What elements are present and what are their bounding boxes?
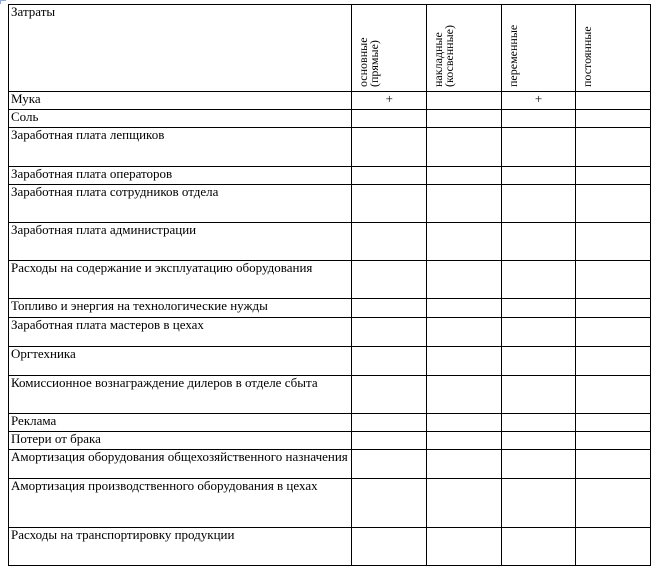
mark-fixed: [576, 167, 651, 185]
mark-overhead: [427, 128, 502, 167]
mark-overhead: [427, 376, 502, 414]
mark-overhead: [427, 167, 502, 185]
header-fixed-label: постоянные: [580, 26, 595, 87]
mark-overhead: [427, 92, 502, 110]
mark-fixed: [576, 318, 651, 347]
table-row: [9, 128, 651, 167]
header-row: [9, 5, 651, 92]
mark-fixed: [576, 528, 651, 566]
mark-variable: [501, 299, 576, 318]
mark-variable: [501, 347, 576, 376]
header-variable-label: переменные: [505, 24, 520, 87]
mark-direct: [352, 376, 427, 414]
mark-direct: [352, 261, 427, 299]
mark-direct: [352, 185, 427, 223]
mark-variable: [501, 479, 576, 528]
table-row: [9, 376, 651, 414]
mark-direct: [352, 347, 427, 376]
mark-overhead: [427, 450, 502, 479]
row-label: Комиссионное вознаграждение дилеров в отделе сбыта: [9, 376, 352, 414]
table-row: [9, 347, 651, 376]
header-overhead: [427, 5, 502, 92]
table-row: [9, 432, 651, 450]
row-label: Заработная плата мастеров в цехах: [9, 318, 352, 347]
row-label: Оргтехника: [9, 347, 352, 376]
table-row: [9, 299, 651, 318]
mark-overhead: [427, 299, 502, 318]
mark-fixed: [576, 92, 651, 110]
mark-variable: [501, 450, 576, 479]
table-row: [9, 261, 651, 299]
mark-overhead: [427, 110, 502, 128]
row-label: Расходы на содержание и эксплуатацию оборудования: [9, 261, 352, 299]
mark-direct: [352, 299, 427, 318]
header-direct: [352, 5, 427, 92]
row-label: Потери от брака: [9, 432, 352, 450]
row-label: Заработная плата операторов: [9, 167, 352, 185]
mark-direct: [352, 167, 427, 185]
row-label: Топливо и энергия на технологические нужды: [9, 299, 352, 318]
mark-variable: [501, 223, 576, 261]
mark-direct: +: [352, 92, 427, 110]
row-label: Расходы на транспортировку продукции: [9, 528, 352, 566]
mark-direct: [352, 128, 427, 167]
mark-fixed: [576, 414, 651, 432]
mark-variable: [501, 167, 576, 185]
mark-fixed: [576, 347, 651, 376]
header-fixed: [576, 5, 651, 92]
mark-variable: [501, 528, 576, 566]
mark-variable: [501, 110, 576, 128]
mark-overhead: [427, 185, 502, 223]
mark-variable: [501, 185, 576, 223]
mark-direct: [352, 318, 427, 347]
mark-variable: [501, 261, 576, 299]
mark-fixed: [576, 128, 651, 167]
mark-overhead: [427, 528, 502, 566]
mark-fixed: [576, 110, 651, 128]
mark-variable: [501, 376, 576, 414]
mark-direct: [352, 223, 427, 261]
table-row: [9, 223, 651, 261]
mark-direct: [352, 528, 427, 566]
header-direct-label: основные (прямые): [356, 37, 382, 87]
row-label: Заработная плата лепщиков: [9, 128, 352, 167]
mark-fixed: [576, 376, 651, 414]
table-row: [9, 450, 651, 479]
mark-fixed: [576, 450, 651, 479]
table-row: [9, 414, 651, 432]
mark-variable: +: [501, 92, 576, 110]
header-variable: [501, 5, 576, 92]
mark-variable: [501, 432, 576, 450]
row-label: Амортизация производственного оборудования в цехах: [9, 479, 352, 528]
mark-fixed: [576, 299, 651, 318]
mark-overhead: [427, 318, 502, 347]
table-row: [9, 185, 651, 223]
mark-fixed: [576, 479, 651, 528]
table-row: [9, 110, 651, 128]
row-label: Заработная плата администрации: [9, 223, 352, 261]
table-row: [9, 479, 651, 528]
corner-mark: [0, 0, 6, 4]
mark-direct: [352, 432, 427, 450]
row-label: Соль: [9, 110, 352, 128]
mark-overhead: [427, 479, 502, 528]
row-label: Реклама: [9, 414, 352, 432]
mark-fixed: [576, 432, 651, 450]
mark-overhead: [427, 414, 502, 432]
table-row: [9, 318, 651, 347]
mark-overhead: [427, 347, 502, 376]
mark-variable: [501, 128, 576, 167]
mark-overhead: [427, 432, 502, 450]
mark-variable: [501, 318, 576, 347]
mark-overhead: [427, 261, 502, 299]
row-label: Амортизация оборудования общехозяйственного назначения: [9, 450, 352, 479]
mark-variable: [501, 414, 576, 432]
mark-direct: [352, 110, 427, 128]
table-row: [9, 167, 651, 185]
mark-direct: [352, 479, 427, 528]
mark-fixed: [576, 261, 651, 299]
mark-overhead: [427, 223, 502, 261]
costs-table: [8, 4, 651, 566]
header-overhead-label: накладные (косвенные): [431, 25, 457, 87]
mark-fixed: [576, 223, 651, 261]
table-row: [9, 92, 651, 110]
row-label: Заработная плата сотрудников отдела: [9, 185, 352, 223]
mark-fixed: [576, 185, 651, 223]
header-costs: Затраты: [9, 5, 352, 92]
table-row: [9, 528, 651, 566]
mark-direct: [352, 450, 427, 479]
mark-direct: [352, 414, 427, 432]
row-label: Мука: [9, 92, 352, 110]
